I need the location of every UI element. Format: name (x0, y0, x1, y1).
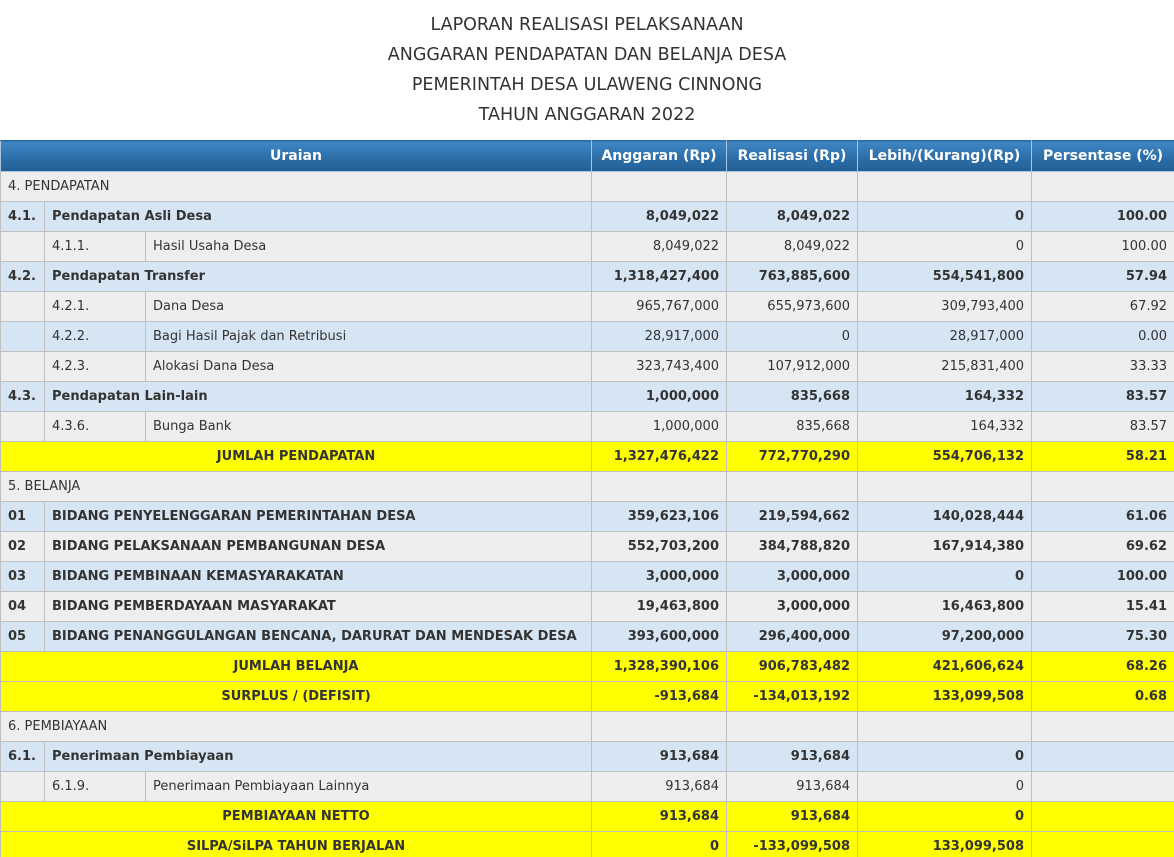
section-row-belanja (1, 472, 1174, 502)
empty-cell (858, 712, 1032, 742)
realisasi-value: 655,973,600 (727, 292, 858, 322)
group-name: Pendapatan Lain-lain (45, 382, 592, 412)
lebih-value: 421,606,624 (858, 652, 1032, 682)
group-name: Pendapatan Asli Desa (45, 202, 592, 232)
empty-cell (727, 712, 858, 742)
persen-value: 68.26 (1032, 652, 1174, 682)
title-line-3: PEMERINTAH DESA ULAWENG CINNONG (411, 75, 763, 95)
lebih-value: 164,332 (858, 412, 1032, 442)
empty-cell (1032, 172, 1174, 202)
realisasi-value: -133,099,508 (727, 832, 858, 857)
bidang-code: 02 (1, 532, 45, 562)
lebih-value: 28,917,000 (858, 322, 1032, 352)
persen-value: 100.00 (1032, 232, 1174, 262)
bidang-code: 03 (1, 562, 45, 592)
anggaran-value: 8,049,022 (592, 202, 727, 232)
realisasi-value: 0 (727, 322, 858, 352)
item-row (1, 772, 1174, 802)
item-name: Bagi Hasil Pajak dan Retribusi (146, 322, 592, 352)
total-row-belanja (1, 652, 1174, 682)
item-code: 4.2.3. (45, 352, 146, 382)
group-code: 4.3. (1, 382, 45, 412)
persen-value: 0.68 (1032, 682, 1174, 712)
empty-cell (592, 472, 727, 502)
realisasi-value: 913,684 (727, 772, 858, 802)
empty-cell (1, 772, 45, 802)
anggaran-value: 1,000,000 (592, 412, 727, 442)
realisasi-value: -134,013,192 (727, 682, 858, 712)
lebih-value: 0 (858, 562, 1032, 592)
group-code: 4.1. (1, 202, 45, 232)
total-label: PEMBIAYAAN NETTO (1, 802, 592, 832)
persen-value: 0.00 (1032, 322, 1174, 352)
header-realisasi: Realisasi (Rp) (727, 141, 858, 172)
lebih-value: 133,099,508 (858, 682, 1032, 712)
group-code: 4.2. (1, 262, 45, 292)
bidang-code: 04 (1, 592, 45, 622)
section-label: 4. PENDAPATAN (1, 172, 592, 202)
item-name: Hasil Usaha Desa (146, 232, 592, 262)
group-row (1, 742, 1174, 772)
total-row-pendapatan (1, 442, 1174, 472)
lebih-value: 164,332 (858, 382, 1032, 412)
title-line-2: ANGGARAN PENDAPATAN DAN BELANJA DESA (387, 45, 787, 65)
silpa-row (1, 832, 1174, 857)
persen-value: 83.57 (1032, 412, 1174, 442)
empty-cell (1, 322, 45, 352)
realisasi-value: 913,684 (727, 802, 858, 832)
anggaran-value: 552,703,200 (592, 532, 727, 562)
empty-cell (1032, 712, 1174, 742)
lebih-value: 140,028,444 (858, 502, 1032, 532)
item-row (1, 292, 1174, 322)
bidang-row (1, 592, 1174, 622)
anggaran-value: 8,049,022 (592, 232, 727, 262)
persen-value (1032, 802, 1174, 832)
item-code: 4.2.2. (45, 322, 146, 352)
lebih-value: 309,793,400 (858, 292, 1032, 322)
table-header-row (1, 141, 1174, 172)
anggaran-value: 323,743,400 (592, 352, 727, 382)
empty-cell (1, 292, 45, 322)
section-label: 6. PEMBIAYAAN (1, 712, 592, 742)
realisasi-value: 219,594,662 (727, 502, 858, 532)
anggaran-value: 1,328,390,106 (592, 652, 727, 682)
persen-value: 100.00 (1032, 202, 1174, 232)
persen-value (1032, 742, 1174, 772)
bidang-name: BIDANG PEMBINAAN KEMASYARAKATAN (45, 562, 592, 592)
bidang-code: 05 (1, 622, 45, 652)
empty-cell (1, 232, 45, 262)
realisasi-value: 906,783,482 (727, 652, 858, 682)
lebih-value: 0 (858, 802, 1032, 832)
section-row-pembiayaan (1, 712, 1174, 742)
anggaran-value: 1,318,427,400 (592, 262, 727, 292)
lebih-value: 554,541,800 (858, 262, 1032, 292)
persen-value: 100.00 (1032, 562, 1174, 592)
persen-value (1032, 832, 1174, 857)
bidang-name: BIDANG PELAKSANAAN PEMBANGUNAN DESA (45, 532, 592, 562)
empty-cell (1, 412, 45, 442)
group-name: Penerimaan Pembiayaan (45, 742, 592, 772)
persen-value: 57.94 (1032, 262, 1174, 292)
persen-value: 61.06 (1032, 502, 1174, 532)
persen-value: 67.92 (1032, 292, 1174, 322)
lebih-value: 0 (858, 772, 1032, 802)
anggaran-value: 393,600,000 (592, 622, 727, 652)
persen-value: 69.62 (1032, 532, 1174, 562)
section-label: 5. BELANJA (1, 472, 592, 502)
persen-value: 58.21 (1032, 442, 1174, 472)
bidang-row (1, 562, 1174, 592)
lebih-value: 167,914,380 (858, 532, 1032, 562)
item-code: 6.1.9. (45, 772, 146, 802)
lebih-value: 215,831,400 (858, 352, 1032, 382)
lebih-value: 554,706,132 (858, 442, 1032, 472)
item-name: Bunga Bank (146, 412, 592, 442)
header-anggaran: Anggaran (Rp) (592, 141, 727, 172)
realisasi-value: 835,668 (727, 382, 858, 412)
anggaran-value: 28,917,000 (592, 322, 727, 352)
anggaran-value: 1,327,476,422 (592, 442, 727, 472)
bidang-code: 01 (1, 502, 45, 532)
anggaran-value: -913,684 (592, 682, 727, 712)
group-code: 6.1. (1, 742, 45, 772)
report-title (0, 0, 1174, 140)
anggaran-value: 913,684 (592, 742, 727, 772)
realisasi-value: 3,000,000 (727, 562, 858, 592)
realisasi-value: 296,400,000 (727, 622, 858, 652)
total-label: SILPA/SiLPA TAHUN BERJALAN (1, 832, 592, 857)
realisasi-value: 763,885,600 (727, 262, 858, 292)
item-name: Dana Desa (146, 292, 592, 322)
realisasi-value: 8,049,022 (727, 202, 858, 232)
empty-cell (727, 472, 858, 502)
realisasi-value: 107,912,000 (727, 352, 858, 382)
surplus-defisit-row (1, 682, 1174, 712)
item-name: Penerimaan Pembiayaan Lainnya (146, 772, 592, 802)
lebih-value: 0 (858, 202, 1032, 232)
anggaran-value: 913,684 (592, 772, 727, 802)
item-row (1, 412, 1174, 442)
total-label: SURPLUS / (DEFISIT) (1, 682, 592, 712)
bidang-name: BIDANG PEMBERDAYAAN MASYARAKAT (45, 592, 592, 622)
realisasi-value: 8,049,022 (727, 232, 858, 262)
empty-cell (1, 352, 45, 382)
realisasi-value: 772,770,290 (727, 442, 858, 472)
lebih-value: 0 (858, 742, 1032, 772)
anggaran-value: 965,767,000 (592, 292, 727, 322)
persen-value (1032, 772, 1174, 802)
lebih-value: 16,463,800 (858, 592, 1032, 622)
realisasi-value: 913,684 (727, 742, 858, 772)
persen-value: 33.33 (1032, 352, 1174, 382)
header-lebih-kurang: Lebih/(Kurang)(Rp) (858, 141, 1032, 172)
empty-cell (858, 172, 1032, 202)
pembiayaan-netto-row (1, 802, 1174, 832)
anggaran-value: 359,623,106 (592, 502, 727, 532)
bidang-row (1, 532, 1174, 562)
group-name: Pendapatan Transfer (45, 262, 592, 292)
item-row (1, 232, 1174, 262)
realisasi-value: 3,000,000 (727, 592, 858, 622)
section-row-pendapatan (1, 172, 1174, 202)
budget-realization-table (0, 140, 1174, 857)
realisasi-value: 835,668 (727, 412, 858, 442)
persen-value: 75.30 (1032, 622, 1174, 652)
group-row (1, 262, 1174, 292)
empty-cell (858, 472, 1032, 502)
realisasi-value: 384,788,820 (727, 532, 858, 562)
anggaran-value: 1,000,000 (592, 382, 727, 412)
empty-cell (592, 712, 727, 742)
anggaran-value: 913,684 (592, 802, 727, 832)
group-row (1, 382, 1174, 412)
total-label: JUMLAH BELANJA (1, 652, 592, 682)
item-code: 4.3.6. (45, 412, 146, 442)
item-code: 4.1.1. (45, 232, 146, 262)
empty-cell (1032, 472, 1174, 502)
empty-cell (727, 172, 858, 202)
item-code: 4.2.1. (45, 292, 146, 322)
anggaran-value: 19,463,800 (592, 592, 727, 622)
title-line-1: LAPORAN REALISASI PELAKSANAAN (430, 15, 744, 35)
lebih-value: 97,200,000 (858, 622, 1032, 652)
anggaran-value: 0 (592, 832, 727, 857)
persen-value: 83.57 (1032, 382, 1174, 412)
group-row (1, 202, 1174, 232)
item-row (1, 352, 1174, 382)
lebih-value: 0 (858, 232, 1032, 262)
bidang-row (1, 502, 1174, 532)
header-persentase: Persentase (%) (1032, 141, 1174, 172)
bidang-name: BIDANG PENANGGULANGAN BENCANA, DARURAT DAN MENDESAK DESA (45, 622, 592, 652)
bidang-row (1, 622, 1174, 652)
title-line-4: TAHUN ANGGARAN 2022 (478, 105, 696, 125)
item-row (1, 322, 1174, 352)
empty-cell (592, 172, 727, 202)
anggaran-value: 3,000,000 (592, 562, 727, 592)
total-label: JUMLAH PENDAPATAN (1, 442, 592, 472)
item-name: Alokasi Dana Desa (146, 352, 592, 382)
header-uraian: Uraian (1, 141, 592, 172)
lebih-value: 133,099,508 (858, 832, 1032, 857)
persen-value: 15.41 (1032, 592, 1174, 622)
bidang-name: BIDANG PENYELENGGARAN PEMERINTAHAN DESA (45, 502, 592, 532)
